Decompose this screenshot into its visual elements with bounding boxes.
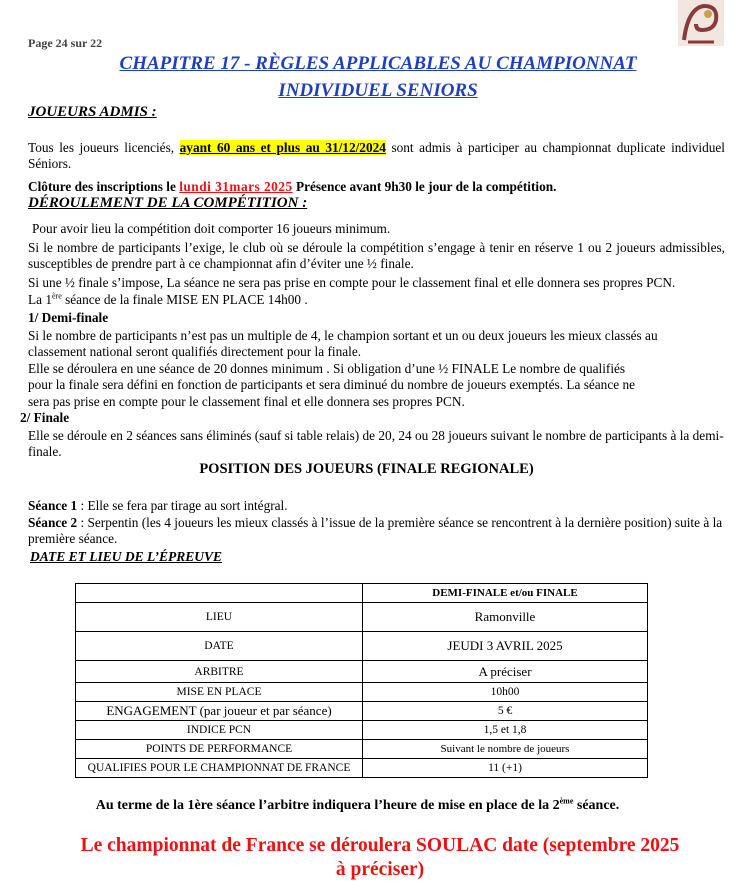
table-header-row — [76, 584, 648, 603]
seance1-text: : Elle se fera par tirage au sort intégral. — [77, 498, 288, 513]
demi-finale-line1: Elle se déroulera en une séance de 20 donnes minimum . Si obligation d’une ½ FINALE Le nombre de qualifiés — [28, 361, 626, 376]
chapter-title — [40, 50, 716, 104]
position-heading: POSITION DES JOUEURS (FINALE REGIONALE) — [199, 461, 534, 477]
cloture-before: Clôture des inscriptions le — [28, 179, 180, 194]
seance2-label: Séance 2 — [28, 515, 78, 530]
joueurs-admis-paragraph — [28, 140, 725, 172]
demi-finale-line2: pour la finale sera défini en fonction de participants et sera diminué du nombre de joueurs exemptés. La séance ne — [28, 377, 635, 392]
event-info-table — [75, 583, 648, 778]
demi-finale-heading: 1/ Demi-finale — [28, 310, 109, 325]
deroulement-p1: Pour avoir lieu la compétition doit comporter 16 joueurs minimum. — [32, 221, 391, 236]
demi-finale-p1: Si le nombre de participants n’est pas un multiple de 4, le champion sortant et un ou deux joueurs les mieux classés au classement national seront qualifiés directement pour la finale. — [28, 328, 658, 359]
cloture-after: Présence avant 9h30 le jour de la compétition. — [292, 179, 557, 194]
p4-before: La 1 — [28, 292, 52, 307]
row-value-date: JEUDI 3 AVRIL 2025 — [363, 632, 648, 661]
deroulement-p3: Si une ½ finale s’impose, La séance ne sera pas prise en compte pour le classement final et elle donnera ses propres PCN. — [28, 275, 676, 290]
row-label-mise-en-place: MISE EN PLACE — [76, 683, 363, 702]
seance1-label: Séance 1 — [28, 498, 78, 513]
row-value-mise-en-place: 10h00 — [363, 683, 648, 702]
arbitre-note-before: Au terme de la 1ère séance l’arbitre indiquera l’heure de mise en place de la 2 — [95, 798, 560, 813]
chapter-title-line1: CHAPITRE 17 - RÈGLES APPLICABLES AU CHAMPIONNAT — [119, 53, 637, 74]
row-value-indice-pcn: 1,5 et 1,8 — [363, 721, 648, 740]
club-logo — [678, 0, 724, 46]
arbitre-note — [0, 798, 715, 814]
table-row — [76, 661, 648, 683]
row-value-qualifies: 11 (+1) — [363, 759, 648, 778]
seance2-line — [28, 515, 728, 547]
table-row — [76, 683, 648, 702]
demi-finale-line3: sera pas prise en compte pour le classement final et elle donnera ses propres PCN. — [28, 394, 465, 409]
table-column-header: DEMI-FINALE et/ou FINALE — [363, 584, 648, 603]
row-label-qualifies: QUALIFIES POUR LE CHAMPIONNAT DE FRANCE — [76, 759, 363, 778]
row-value-engagement: 5 € — [363, 702, 648, 721]
cloture-line — [28, 179, 556, 195]
row-label-lieu: LIEU — [76, 603, 363, 632]
table-row — [76, 721, 648, 740]
championnat-france-announcement — [30, 834, 730, 882]
deroulement-p4 — [28, 292, 308, 308]
joueurs-text-after: sont admis à participer au championnat duplicate individuel Séniors. — [28, 140, 726, 171]
row-value-lieu: Ramonville — [363, 603, 648, 632]
page-number: Page 24 sur 22 — [28, 36, 103, 50]
date-lieu-heading: DATE ET LIEU DE L’ÉPREUVE — [30, 549, 223, 564]
seance2-text: : Serpentin (les 4 joueurs les mieux classés à l’issue de la première séance se rencontrent à la dernière position) suite à la première séance. — [28, 515, 723, 546]
arbitre-note-after: séance. — [573, 798, 620, 813]
p4-after: séance de la finale MISE EN PLACE 14h00 . — [61, 292, 308, 307]
table-row — [76, 759, 648, 778]
cloture-date: lundi 31mars 2025 — [179, 179, 293, 194]
finale-heading: 2/ Finale — [20, 410, 70, 425]
table-row — [76, 603, 648, 632]
row-label-points-performance: POINTS DE PERFORMANCE — [76, 740, 363, 759]
arbitre-note-sup: ème — [559, 796, 574, 806]
announcement-line1: Le championnat de France se déroulera SOULAC date (septembre 2025 — [80, 835, 680, 856]
row-label-date: DATE — [76, 632, 363, 661]
p4-sup: ère — [52, 291, 62, 301]
row-label-indice-pcn: INDICE PCN — [76, 721, 363, 740]
row-label-engagement: ENGAGEMENT (par joueur et par séance) — [76, 702, 363, 721]
age-requirement-highlight: ayant 60 ans et plus au 31/12/2024 — [179, 140, 386, 155]
announcement-line2: à préciser) — [335, 859, 425, 880]
row-label-arbitre: ARBITRE — [76, 661, 363, 683]
table-row — [76, 740, 648, 759]
row-value-points-performance: Suivant le nombre de joueurs — [363, 740, 648, 759]
seance1-line — [28, 498, 288, 514]
deroulement-p2: Si le nombre de participants l’exige, le club où se déroule la compétition s’engage à tenir en réserve 1 ou 2 joueurs admissibles, susceptibles de prendre part à ce championnat afin d’éviter une ½ finale. — [28, 240, 725, 271]
table-header-empty — [76, 584, 363, 603]
deroulement-heading: DÉROULEMENT DE LA COMPÉTITION : — [28, 195, 308, 211]
chapter-title-line2: INDIVIDUEL SENIORS — [278, 80, 478, 101]
table-row — [76, 632, 648, 661]
row-value-arbitre: A préciser — [363, 661, 648, 683]
table-row — [76, 702, 648, 721]
joueurs-text-before: Tous les joueurs licenciés, — [28, 140, 180, 155]
finale-paragraph: Elle se déroule en 2 séances sans éliminés (sauf si table relais) de 20, 24 ou 28 joueurs suivant le nombre de participants à la demi-finale. — [28, 428, 724, 459]
joueurs-admis-heading: JOUEURS ADMIS : — [28, 104, 157, 120]
